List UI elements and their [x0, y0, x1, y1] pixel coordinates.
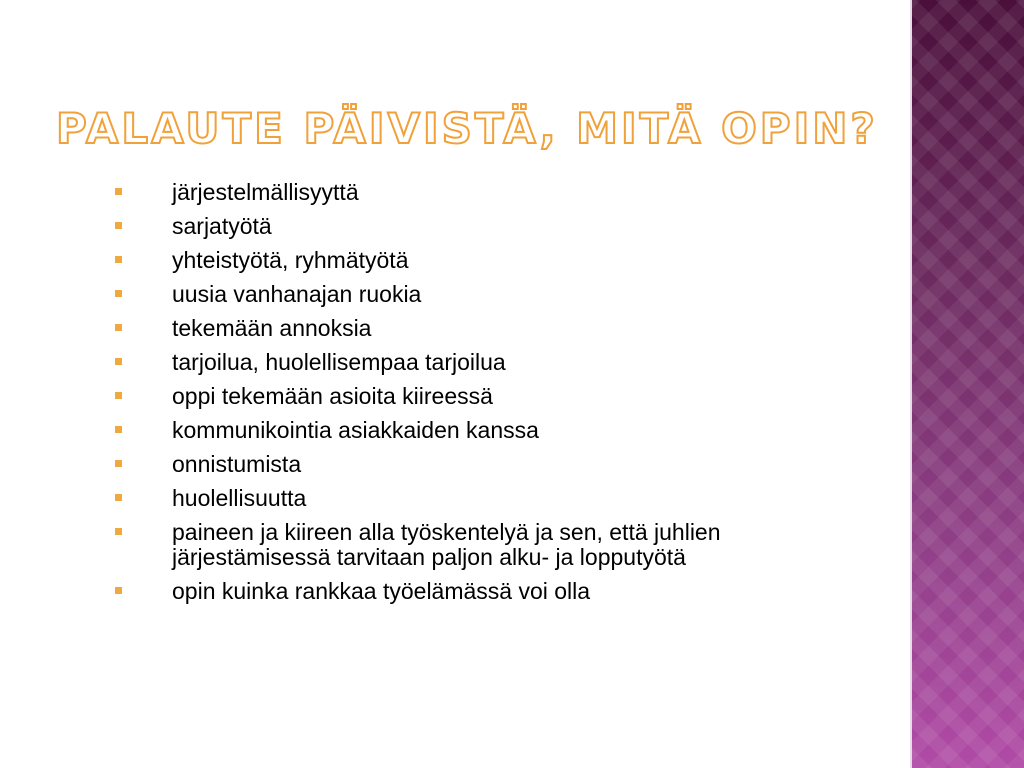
list-item	[112, 384, 872, 409]
list-item	[112, 316, 872, 341]
list-item	[112, 248, 872, 273]
square-bullet-icon	[115, 290, 122, 297]
square-bullet-icon	[115, 256, 122, 263]
slide-title: PALAUTE PÄIVISTÄ, MITÄ OPIN?	[56, 104, 878, 153]
list-item	[112, 180, 872, 205]
list-item	[112, 214, 872, 239]
bullet-text: sarjatyötä	[172, 213, 272, 239]
list-item	[112, 486, 872, 511]
square-bullet-icon	[115, 222, 122, 229]
bullet-text: tarjoilua, huolellisempaa tarjoilua	[172, 349, 506, 375]
list-item	[112, 452, 872, 477]
decorative-side-band	[912, 0, 1024, 768]
bullet-text: järjestelmällisyyttä	[172, 179, 359, 205]
square-bullet-icon	[115, 528, 122, 535]
bullet-text: paineen ja kiireen alla työskentelyä ja sen, että juhlien järjestämisessä tarvitaan paljon alku- ja lopputyötä	[172, 519, 721, 570]
square-bullet-icon	[115, 426, 122, 433]
bullet-list	[112, 180, 872, 613]
square-bullet-icon	[115, 460, 122, 467]
bullet-text: yhteistyötä, ryhmätyötä	[172, 247, 409, 273]
square-bullet-icon	[115, 324, 122, 331]
square-bullet-icon	[115, 587, 122, 594]
bullet-text: huolellisuutta	[172, 485, 307, 511]
list-item	[112, 418, 872, 443]
bullet-text: onnistumista	[172, 451, 302, 477]
bullet-text: tekemään annoksia	[172, 315, 372, 341]
square-bullet-icon	[115, 494, 122, 501]
square-bullet-icon	[115, 358, 122, 365]
list-item	[112, 282, 872, 307]
list-item	[112, 579, 872, 604]
square-bullet-icon	[115, 188, 122, 195]
bullet-text: opin kuinka rankkaa työelämässä voi olla	[172, 578, 591, 604]
bullet-text: oppi tekemään asioita kiireessä	[172, 383, 493, 409]
bullet-text: uusia vanhanajan ruokia	[172, 281, 422, 307]
square-bullet-icon	[115, 392, 122, 399]
list-item	[112, 350, 872, 375]
bullet-text: kommunikointia asiakkaiden kanssa	[172, 417, 539, 443]
list-item	[112, 520, 872, 570]
